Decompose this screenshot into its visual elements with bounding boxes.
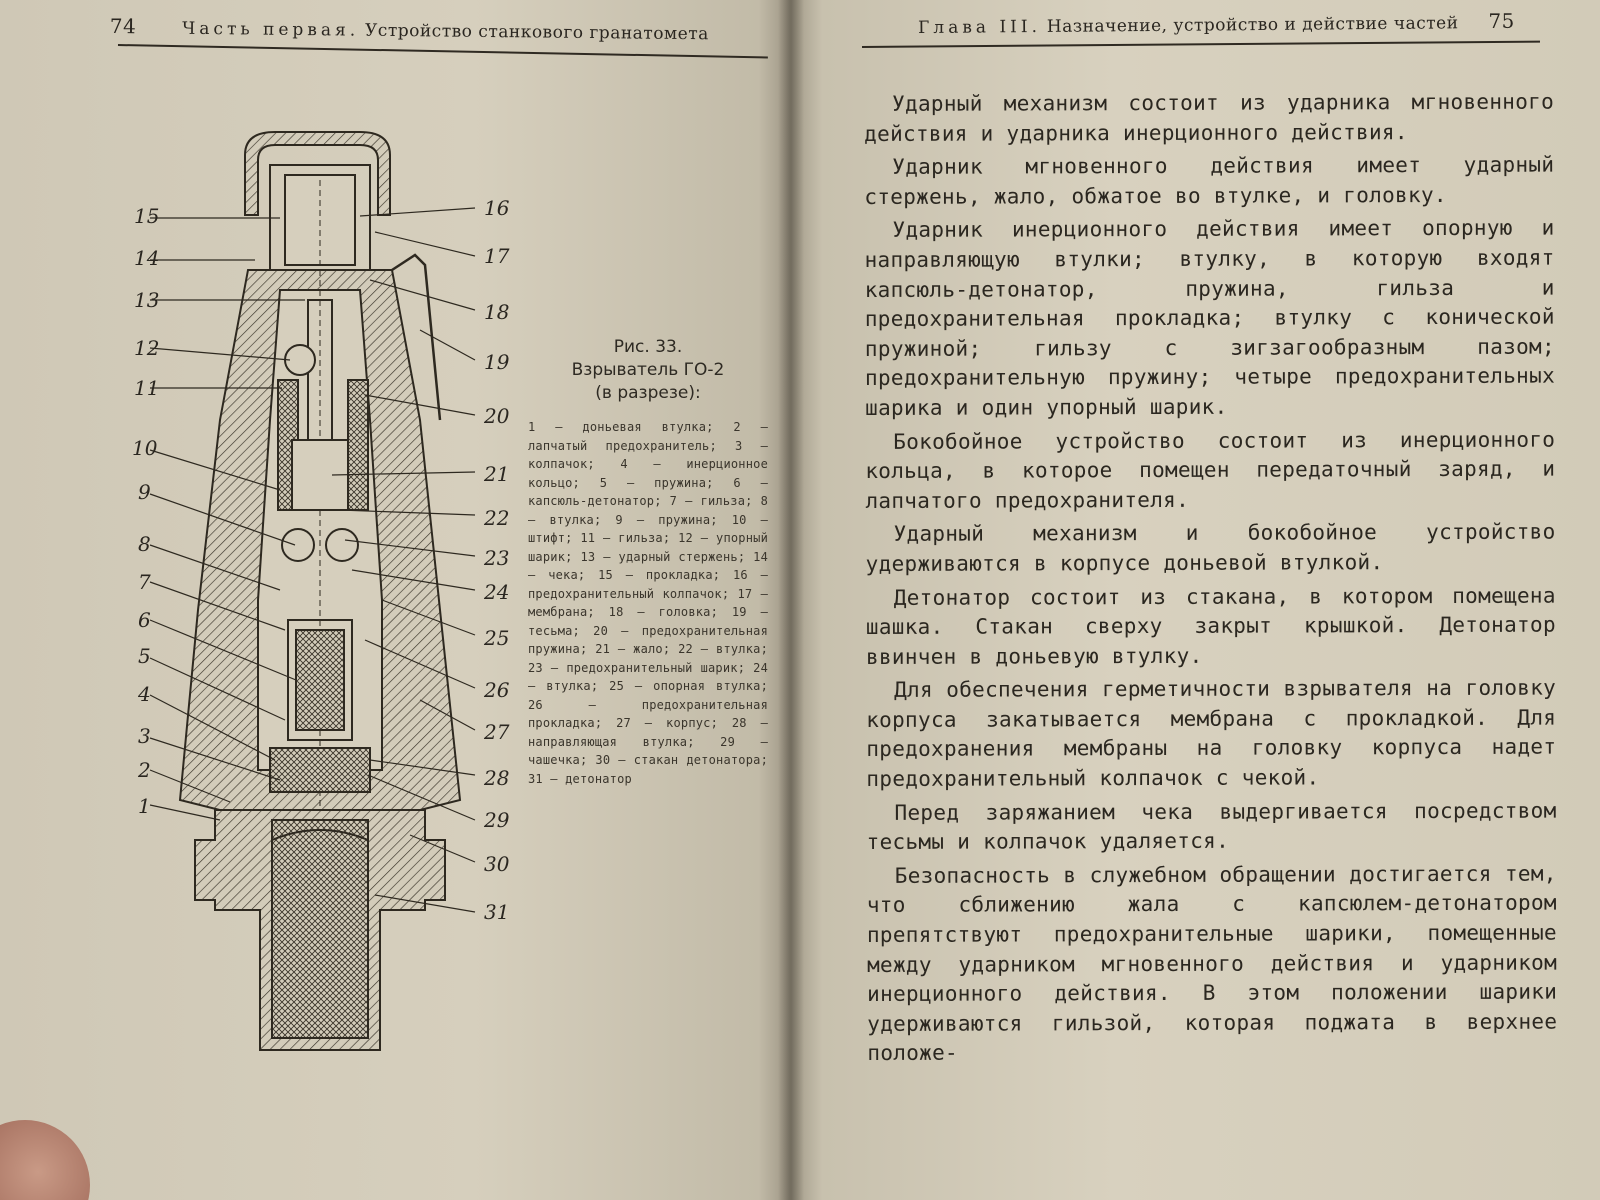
paragraph: Ударный механизм и бокобойное устройство удерживаются в корпусе доньевой втулкой. xyxy=(865,519,1556,576)
callout-10: 10 xyxy=(132,436,158,460)
figure-title: Взрыватель ГО-2 xyxy=(571,360,725,380)
callout-2: 2 xyxy=(138,758,151,782)
paragraph: Безопасность в служебном обращении достигается тем, что сближению жала с капсюлем-детонатором препятствуют предохранительные шарики, помещенные между ударником мгновенного действия и ударником инерционного действия. В этом положении шарики удерживаются гильзой, которая поджата в верхнее положе- xyxy=(866,861,1558,1066)
callout-26: 26 xyxy=(484,678,510,702)
thumb-photo-artifact xyxy=(0,1120,90,1200)
paragraph: Детонатор состоит из стакана, в котором помещена шашка. Стакан сверху закрыт крышкой. Детонатор ввинчен в доньевую втулку. xyxy=(865,583,1556,669)
callout-31: 31 xyxy=(484,900,510,924)
running-head-title: Устройство станкового гранатомета xyxy=(364,20,709,45)
callout-8: 8 xyxy=(138,532,151,556)
callout-24: 24 xyxy=(484,580,510,604)
callout-18: 18 xyxy=(484,300,510,324)
fuze-cross-section-diagram xyxy=(120,120,520,1060)
callout-21: 21 xyxy=(484,462,510,486)
callout-28: 28 xyxy=(484,766,510,790)
paragraph: Ударник мгновенного действия имеет ударный стержень, жало, обжатое во втулке, и головку. xyxy=(864,152,1555,209)
right-page-number: 75 xyxy=(1488,8,1515,34)
callout-22: 22 xyxy=(484,506,510,530)
callout-20: 20 xyxy=(484,404,510,428)
callout-17: 17 xyxy=(484,244,510,268)
callout-16: 16 xyxy=(484,196,510,220)
left-header-rule xyxy=(118,44,768,58)
running-head-part: Часть первая. xyxy=(182,18,360,41)
callout-12: 12 xyxy=(134,336,160,360)
callout-7: 7 xyxy=(138,570,151,594)
left-page-number: 74 xyxy=(109,14,137,39)
callout-4: 4 xyxy=(138,682,151,706)
callout-23: 23 xyxy=(484,546,510,570)
paragraph: Перед заряжанием чека выдергивается посредством тесьмы и колпачок удаляется. xyxy=(866,798,1557,855)
figure-legend: 1 — доньевая втулка; 2 — лапчатый предохранитель; 3 — колпачок; 4 — инерционное кольцо; 5 — пружина; 6 — капсюль-детонатор; 7 — гильза; 8 — втулка; 9 — пружина; 10 — штифт; 11 — гильза; 12 — упорный шарик; 13 — ударный стержень; 14 — чека; 15 — прокладка; 16 — предохранительный колпачок; 17 — мембрана; 18 — головка; 19 — тесьма; 20 — предохранительная пружина; 21 — жало; 22 — втулка; 23 — предохранительный шарик; 24 — втулка; 25 — опорная втулка; 26 — предохранительная прокладка; 27 — корпус; 28 — направляющая втулка; 29 — чашечка; 30 — стакан детонатора; 31 — детонатор xyxy=(528,420,768,786)
callout-29: 29 xyxy=(484,808,510,832)
callout-11: 11 xyxy=(134,376,160,400)
callout-27: 27 xyxy=(484,720,510,744)
callout-15: 15 xyxy=(134,204,160,228)
figure-subtitle: (в разрезе): xyxy=(595,383,701,403)
paragraph: Для обеспечения герметичности взрывателя на головку корпуса закатывается мембрана с прокладкой. Для предохранения мембраны на головку корпуса надет предохранительный колпачок с чекой. xyxy=(866,675,1557,792)
paragraph: Ударный механизм состоит из ударника мгновенного действия и ударника инерционного действия. xyxy=(864,89,1555,146)
running-head-chapter: Глава III. xyxy=(918,16,1042,38)
running-head-chapter-title: Назначение, устройство и действие частей xyxy=(1046,13,1459,37)
left-running-head xyxy=(110,14,709,44)
left-page xyxy=(0,0,790,1200)
book-gutter xyxy=(778,0,804,1200)
callout-1: 1 xyxy=(138,794,151,818)
callout-6: 6 xyxy=(138,608,151,632)
callout-9: 9 xyxy=(138,480,151,504)
callout-5: 5 xyxy=(138,644,151,668)
callout-14: 14 xyxy=(134,246,160,270)
callout-25: 25 xyxy=(484,626,510,650)
body-text xyxy=(864,88,1557,1073)
callout-19: 19 xyxy=(484,350,510,374)
figure-label: Рис. 33. xyxy=(613,337,683,357)
callout-13: 13 xyxy=(134,288,160,312)
paragraph: Ударник инерционного действия имеет опорную и направляющую втулки; втулку, в которую входят капсюль-детонатор, пружина, гильза и предохранительная прокладка; втулку с конической пружиной; гильзу с зигзагообразным пазом; предохранительную пружину; четыре предохранительных шарика и один упорный шарик. xyxy=(864,215,1556,420)
figure-caption xyxy=(528,336,768,405)
paragraph: Бокобойное устройство состоит из инерционного кольца, в которое помещен передаточный заряд, и лапчатого предохранителя. xyxy=(865,427,1556,513)
callout-30: 30 xyxy=(484,852,510,876)
callout-3: 3 xyxy=(138,724,151,748)
